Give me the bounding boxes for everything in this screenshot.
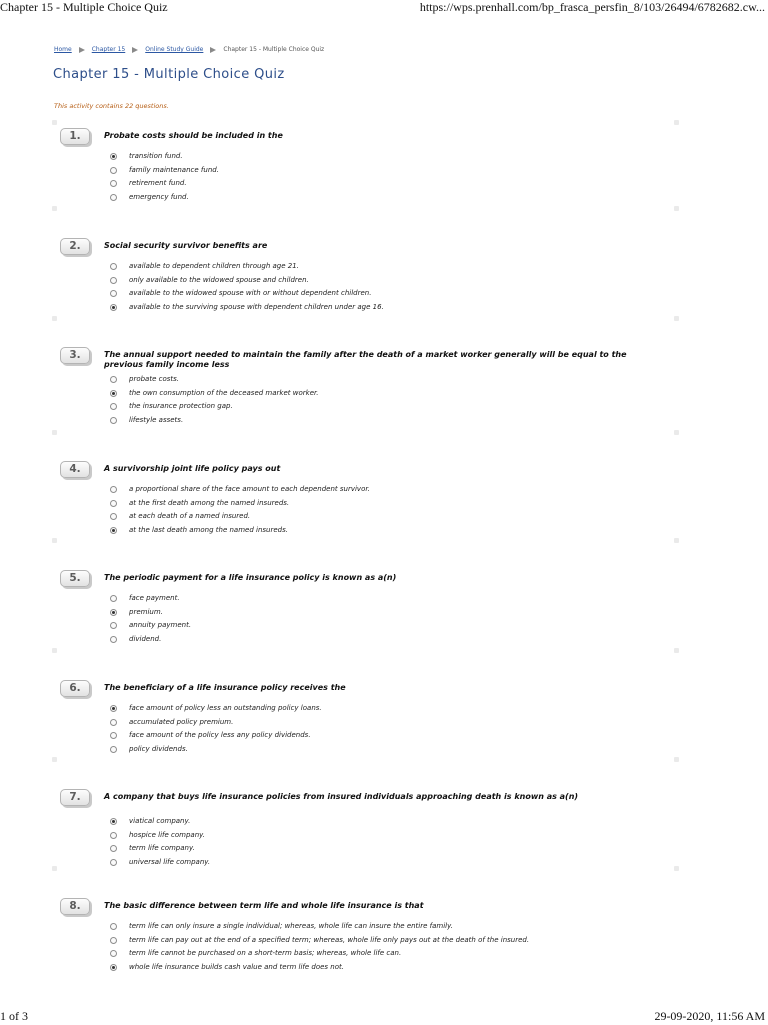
question-number-badge: 2. <box>60 238 90 255</box>
question-number-badge: 3. <box>60 347 90 364</box>
radio-button[interactable] <box>110 923 117 930</box>
radio-button[interactable] <box>110 486 117 493</box>
answer-option-label: probate costs. <box>129 375 180 383</box>
answer-option-label: available to the widowed spouse with or without dependent children. <box>129 289 372 297</box>
radio-button[interactable] <box>110 417 117 424</box>
radio-button[interactable] <box>110 527 117 534</box>
answer-option-label: transition fund. <box>129 152 183 160</box>
question-text: The annual support needed to maintain the family after the death of a market worker generally will be equal to the previous family income less <box>104 350 627 369</box>
question-text: The beneficiary of a life insurance policy receives the <box>104 683 346 692</box>
print-timestamp: 29-09-2020, 11:56 AM <box>654 1009 765 1023</box>
question-4 <box>0 461 768 561</box>
breadcrumb-study-guide-link[interactable]: Online Study Guide <box>145 46 204 53</box>
question-7 <box>0 789 768 889</box>
radio-button[interactable] <box>110 194 117 201</box>
question-text: The periodic payment for a life insurance policy is known as a(n) <box>104 573 397 582</box>
radio-button[interactable] <box>110 937 117 944</box>
radio-button[interactable] <box>110 845 117 852</box>
radio-button[interactable] <box>110 622 117 629</box>
answer-option-label: at the first death among the named insureds. <box>129 498 290 507</box>
answer-option-label: whole life insurance builds cash value and term life does not. <box>129 962 344 971</box>
question-8 <box>0 898 768 998</box>
print-footer <box>0 1009 768 1025</box>
question-text: Probate costs should be included in the <box>104 131 283 140</box>
answer-option-label: hospice life company. <box>129 830 205 839</box>
breadcrumb-arrow-icon <box>79 47 85 53</box>
radio-button[interactable] <box>110 403 117 410</box>
answer-option-label: at the last death among the named insureds. <box>129 525 288 534</box>
question-text: Social security survivor benefits are <box>104 241 268 250</box>
print-page-title: Chapter 15 - Multiple Choice Quiz <box>0 0 168 14</box>
answer-option-label: annuity payment. <box>129 621 192 629</box>
radio-button[interactable] <box>110 636 117 643</box>
radio-button[interactable] <box>110 290 117 297</box>
radio-button[interactable] <box>110 277 117 284</box>
answer-option-label: a proportional share of the face amount to each dependent survivor. <box>129 485 370 493</box>
answer-option-label: term life can pay out at the end of a specified term; whereas, whole life only pays out at the death of the insured. <box>129 935 530 944</box>
answer-option-label: universal life company. <box>129 857 211 866</box>
answer-option-label: face amount of the policy less any policy dividends. <box>129 731 311 739</box>
question-number-badge: 1. <box>60 128 90 145</box>
answer-option-label: retirement fund. <box>129 179 187 187</box>
answer-option-label: the insurance protection gap. <box>129 402 233 410</box>
radio-button[interactable] <box>110 832 117 839</box>
answer-option-label: term life cannot be purchased on a short-term basis; whereas, whole life can. <box>129 949 402 957</box>
rail-dot <box>52 120 57 125</box>
question-number-badge: 7. <box>60 789 90 806</box>
answer-option-label: at each death of a named insured. <box>129 512 251 520</box>
answer-option-label: face amount of policy less an outstanding policy loans. <box>129 704 322 712</box>
breadcrumb-chapter-link[interactable]: Chapter 15 <box>91 46 126 53</box>
radio-button[interactable] <box>110 950 117 957</box>
breadcrumb <box>54 46 324 53</box>
question-text: A company that buys life insurance policies from insured individuals approaching death is known as a(n) <box>104 792 579 801</box>
answer-option-label: viatical company. <box>129 817 191 825</box>
answer-option-label: term life can only insure a single individual; whereas, whole life can insure the entire family. <box>129 922 453 930</box>
radio-button[interactable] <box>110 390 117 397</box>
answer-option-label: policy dividends. <box>129 744 188 753</box>
question-1 <box>0 128 768 228</box>
radio-button[interactable] <box>110 263 117 270</box>
radio-button[interactable] <box>110 513 117 520</box>
answer-option-label: emergency fund. <box>129 192 189 201</box>
radio-button[interactable] <box>110 500 117 507</box>
breadcrumb-current: Chapter 15 - Multiple Choice Quiz <box>223 46 325 53</box>
question-number-badge: 4. <box>60 461 90 478</box>
radio-button[interactable] <box>110 818 117 825</box>
breadcrumb-home-link[interactable]: Home <box>54 46 72 53</box>
print-header <box>0 0 768 16</box>
question-5 <box>0 570 768 670</box>
radio-button[interactable] <box>110 609 117 616</box>
radio-button[interactable] <box>110 153 117 160</box>
question-number-badge: 6. <box>60 680 90 697</box>
answer-option-label: face payment. <box>129 594 180 602</box>
answer-option-label: family maintenance fund. <box>129 165 219 174</box>
answer-option-label: only available to the widowed spouse and children. <box>129 275 309 284</box>
radio-button[interactable] <box>110 595 117 602</box>
breadcrumb-arrow-icon <box>210 47 216 53</box>
question-number-badge: 5. <box>60 570 90 587</box>
print-url: https://wps.prenhall.com/bp_frasca_persfin_8/103/26494/6782682.cw... <box>419 0 765 14</box>
answer-option-label: accumulated policy premium. <box>129 717 234 726</box>
radio-button[interactable] <box>110 167 117 174</box>
breadcrumb-arrow-icon <box>132 47 138 53</box>
question-number-badge: 8. <box>60 898 90 915</box>
answer-option-label: lifestyle assets. <box>129 415 184 424</box>
answer-option-label: the own consumption of the deceased market worker. <box>129 388 319 397</box>
question-2 <box>0 238 768 338</box>
radio-button[interactable] <box>110 964 117 971</box>
answer-option-label: available to dependent children through age 21. <box>129 262 299 270</box>
radio-button[interactable] <box>110 746 117 753</box>
radio-button[interactable] <box>110 180 117 187</box>
answer-option-label: term life company. <box>129 844 195 852</box>
radio-button[interactable] <box>110 705 117 712</box>
radio-button[interactable] <box>110 304 117 311</box>
radio-button[interactable] <box>110 859 117 866</box>
radio-button[interactable] <box>110 376 117 383</box>
question-3 <box>0 347 768 447</box>
question-6 <box>0 680 768 780</box>
quiz-intro: This activity contains 22 questions. <box>54 102 169 110</box>
radio-button[interactable] <box>110 719 117 726</box>
answer-option-label: dividend. <box>129 634 162 643</box>
rail-dot <box>674 120 679 125</box>
radio-button[interactable] <box>110 732 117 739</box>
print-page-number: 1 of 3 <box>0 1009 28 1023</box>
question-text: The basic difference between term life and whole life insurance is that <box>104 901 424 910</box>
answer-option-label: premium. <box>129 607 163 616</box>
page-title: Chapter 15 - Multiple Choice Quiz <box>53 67 285 82</box>
question-text: A survivorship joint life policy pays out <box>104 464 281 473</box>
answer-option-label: available to the surviving spouse with dependent children under age 16. <box>129 302 384 311</box>
